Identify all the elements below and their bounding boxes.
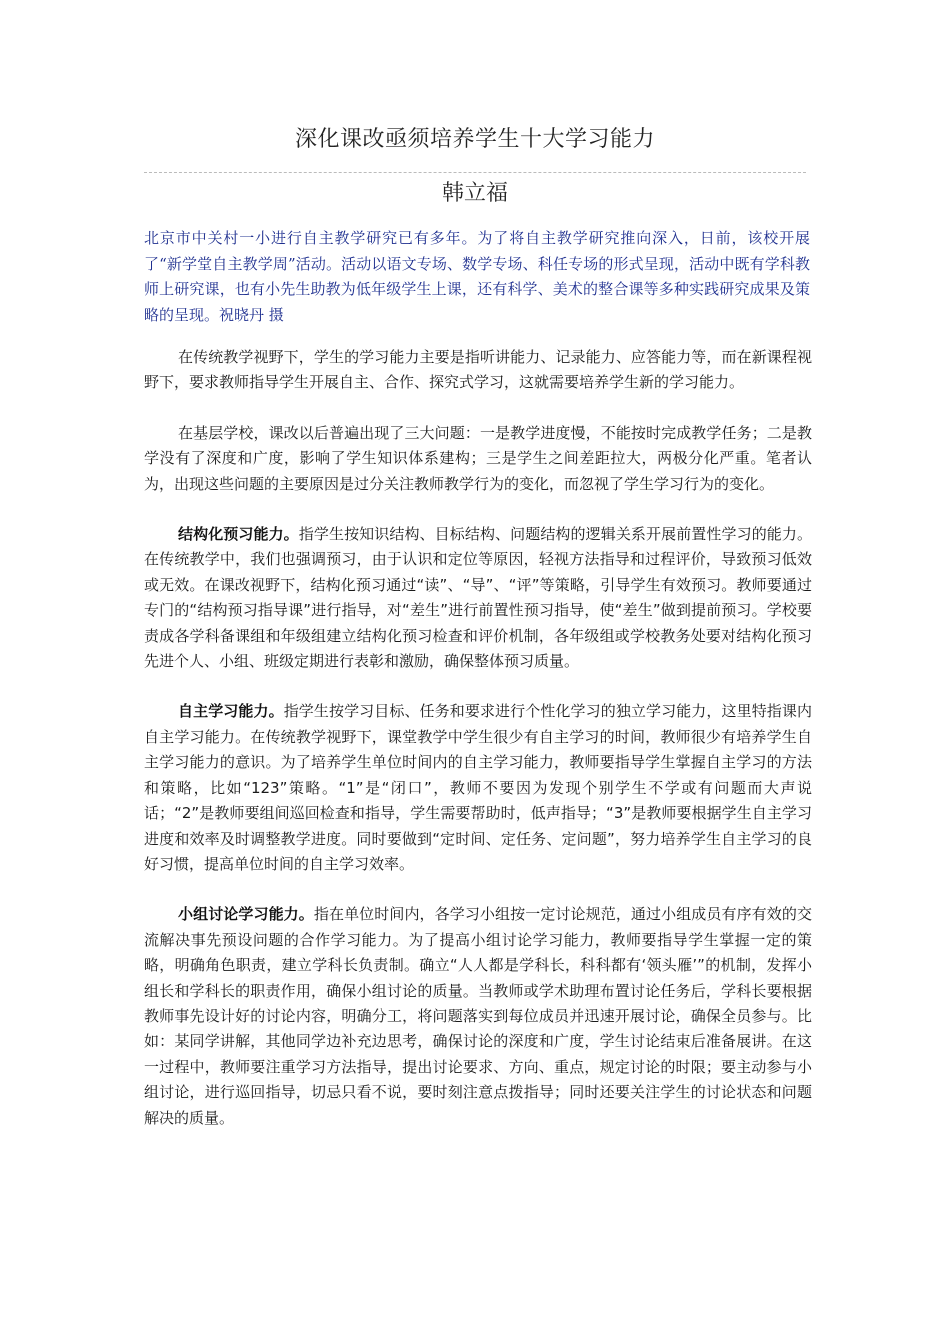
paragraph	[144, 902, 812, 1131]
paragraph	[144, 345, 812, 396]
article-body	[144, 345, 812, 1156]
paragraph-text: 指学生按学习目标、任务和要求进行个性化学习的独立学习能力，这里特指课内自主学习能力。在传统教学视野下，课堂教学中学生很少有自主学习的时间，教师很少有培养学生自主学习能力的意识。为了培养学生单位时间内的自主学习能力，教师要指导学生掌握自主学习的方法和策略，比如“123”策略。“1”是“闭口”，教师不要因为发现个别学生不学或有问题而大声说话；“2”是教师要组间巡回检查和指导，学生需要帮助时，低声指导；“3”是教师要根据学生自主学习进度和效率及时调整教学进度。同时要做到“定时间、定任务、定问题”，努力培养学生自主学习的良好习惯，提高单位时间的自主学习效率。	[144, 702, 812, 873]
paragraph-lead: 结构化预习能力。	[178, 525, 299, 544]
paragraph-lead: 小组讨论学习能力。	[178, 905, 314, 924]
paragraph-text: 指学生按知识结构、目标结构、问题结构的逻辑关系开展前置性学习的能力。在传统教学中，我们也强调预习，由于认识和定位等原因，轻视方法指导和过程评价，导致预习低效或无效。在课改视野下，结构化预习通过“读”、“导”、“评”等策略，引导学生有效预习。教师要通过专门的“结构预习指导课”进行指导，对“差生”进行前置性预习指导，使“差生”做到提前预习。学校要责成各学科备课组和年级组建立结构化预习检查和评价机制，各年级组或学校教务处要对结构化预习先进个人、小组、班级定期进行表彰和激励，确保整体预习质量。	[144, 525, 812, 671]
paragraph-text: 指在单位时间内，各学习小组按一定讨论规范，通过小组成员有序有效的交流解决事先预设问题的合作学习能力。为了提高小组讨论学习能力，教师要指导学生掌握一定的策略，明确角色职责，建立学科长负责制。确立“人人都是学科长，科科都有‘领头雁’”的机制，发挥小组长和学科长的职责作用，确保小组讨论的质量。当教师或学术助理布置讨论任务后，学科长要根据教师事先设计好的讨论内容，明确分工，将问题落实到每位成员并迅速开展讨论，确保全员参与。比如：某同学讲解，其他同学边补充边思考，确保讨论的深度和广度，学生讨论结束后准备展讲。在这一过程中，教师要注重学习方法指导，提出讨论要求、方向、重点，规定讨论的时限；要主动参与小组讨论，进行巡回指导，切忌只看不说，要时刻注意点拨指导；同时还要关注学生的讨论状态和问题解决的质量。	[144, 905, 812, 1127]
paragraph	[144, 522, 812, 674]
title-divider	[144, 172, 806, 173]
paragraph-lead: 自主学习能力。	[178, 702, 284, 721]
paragraph-text: 在基层学校，课改以后普遍出现了三大问题：一是教学进度慢，不能按时完成教学任务；二是教学没有了深度和广度，影响了学生知识体系建构；三是学生之间差距拉大，两极分化严重。笔者认为，出现这些问题的主要原因是过分关注教师教学行为的变化，而忽视了学生学习行为的变化。	[144, 423, 812, 493]
article-title: 深化课改亟须培养学生十大学习能力	[294, 127, 655, 152]
paragraph	[144, 421, 812, 497]
paragraph-text: 在传统教学视野下，学生的学习能力主要是指听讲能力、记录能力、应答能力等，而在新课程视野下，要求教师指导学生开展自主、合作、探究式学习，这就需要培养学生新的学习能力。	[144, 348, 812, 392]
photo-caption: 北京市中关村一小进行自主教学研究已有多年。为了将自主教学研究推向深入，日前，该校开展了“新学堂自主教学周”活动。活动以语文专场、数学专场、科任专场的形式呈现，活动中既有学科教师上研究课，也有小先生助教为低年级学生上课，还有科学、美术的整合课等多种实践研究成果及策略的呈现。祝晓丹 摄	[144, 229, 810, 324]
paragraph	[144, 699, 812, 877]
article-author: 韩立福	[441, 181, 508, 206]
